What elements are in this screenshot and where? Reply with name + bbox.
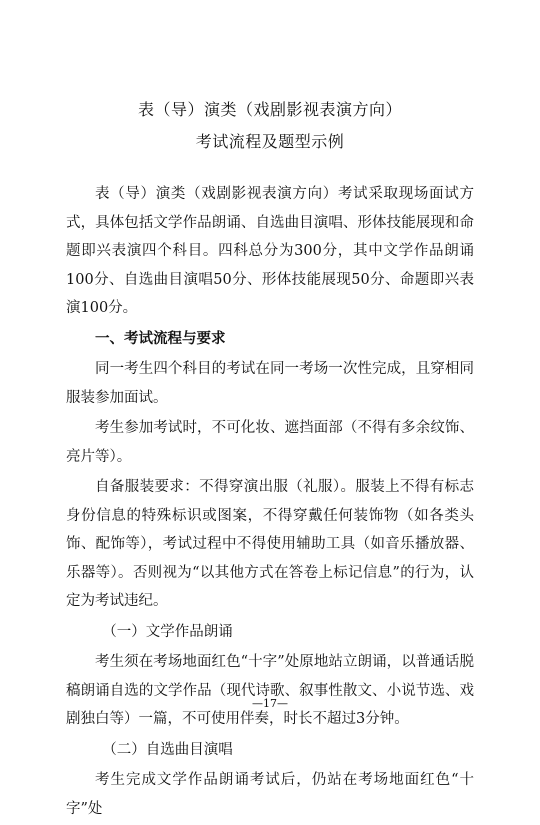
paragraph: 自备服装要求：不得穿演出服（礼服）。服装上不得有标志身份信息的特殊标识或图案，不得穿戴任何装饰物（如各类头饰、配饰等），考试过程中不得使用辅助工具（如音乐播放器、乐器等）。否则视为“以其他方式在答卷上标记信息”的行为，认定为考试违纪。 — [66, 479, 474, 609]
paragraph: 同一考生四个科目的考试在同一考场一次性完成，且穿相同服装参加面试。 — [66, 361, 474, 406]
paragraph: 考生须在考场地面红色“十字”处原地站立朗诵，以普通话脱稿朗诵自选的文学作品（现代诗歌、叙事性散文、小说节选、戏剧独白等）一篇，不可使用伴奏，时长不超过3分钟。 — [66, 654, 474, 727]
paragraph: 考生参加考试时，不可化妆、遮挡面部（不得有多余纹饰、亮片等）。 — [66, 420, 474, 465]
document-body — [66, 180, 474, 825]
paragraph-intro: 表（导）演类（戏剧影视表演方向）考试采取现场面试方式，具体包括文学作品朗诵、自选曲目演唱、形体技能展现和命题即兴表演四个科目。四科总分为300分，其中文学作品朗诵100分、自选曲目演唱50分、形体技能展现50分、命题即兴表演100分。 — [66, 186, 474, 316]
subsection-heading: （一）文学作品朗诵 — [102, 623, 233, 640]
page-number: —17— — [252, 697, 288, 710]
document-title: 表（导）演类（戏剧影视表演方向） — [137, 100, 402, 119]
subsection-heading: （二）自选曲目演唱 — [102, 741, 233, 758]
paragraph: 考生完成文学作品朗诵考试后，仍站在考场地面红色“十字”处 — [66, 772, 474, 817]
section-heading: 一、考试流程与要求 — [95, 330, 226, 347]
document-subtitle: 考试流程及题型示例 — [195, 132, 345, 151]
